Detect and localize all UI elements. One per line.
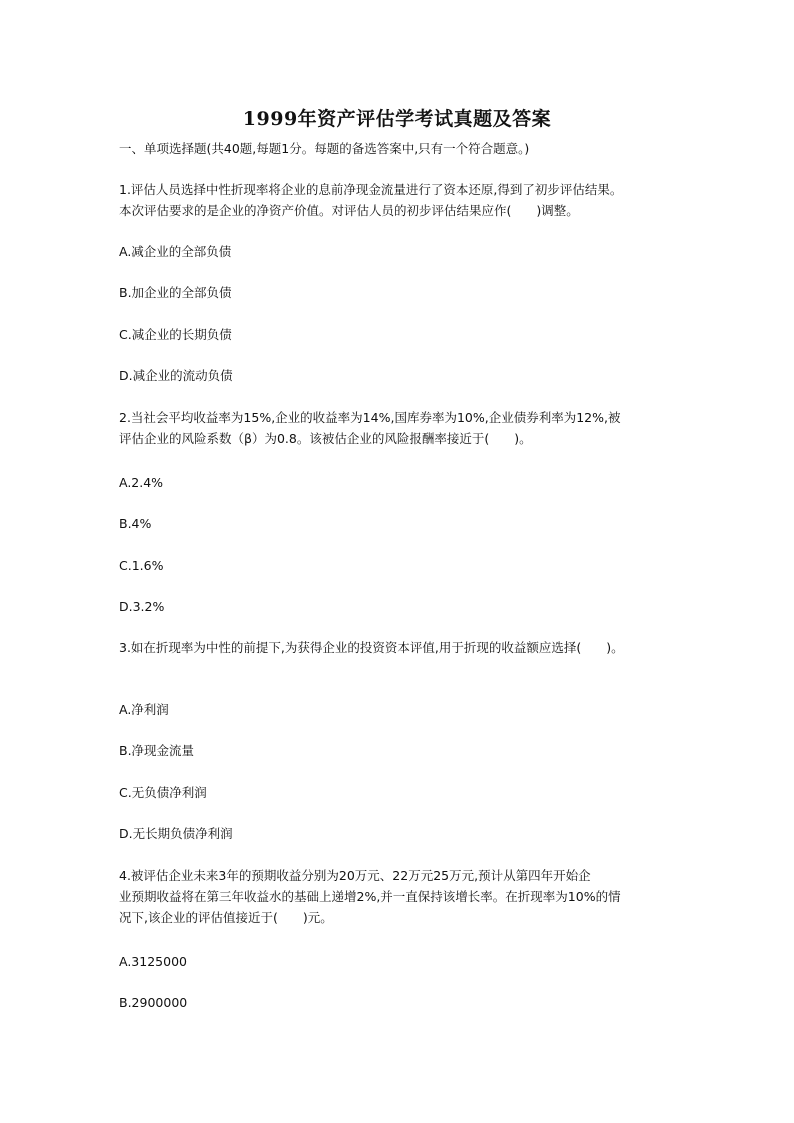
- question-1-stem-line-1: 1.评估人员选择中性折现率将企业的息前净现金流量进行了资本还原,得到了初步评估结果。: [119, 182, 623, 197]
- question-1-option-a: A.减企业的全部负债: [119, 244, 232, 259]
- question-1-stem-line-2: 本次评估要求的是企业的净资产价值。对评估人员的初步评估结果应作( )调整。: [119, 203, 579, 218]
- question-2-option-b: B.4%: [119, 516, 152, 531]
- question-4-option-b: B.2900000: [119, 995, 188, 1010]
- question-4-stem-line-2: 业预期收益将在第三年收益水的基础上递增2%,并一直保持该增长率。在折现率为10%的情: [119, 889, 621, 904]
- question-3-option-c: C.无负债净利润: [119, 785, 207, 800]
- question-2-option-c: C.1.6%: [119, 558, 164, 573]
- question-1-option-b: B.加企业的全部负债: [119, 285, 232, 300]
- question-4-option-a: A.3125000: [119, 954, 187, 969]
- question-2-stem-line-2: 评估企业的风险系数（β）为0.8。该被估企业的风险报酬率接近于( )。: [119, 431, 532, 446]
- question-3-stem-line-1: 3.如在折现率为中性的前提下,为获得企业的投资资本评值,用于折现的收益额应选择( )。: [119, 640, 624, 655]
- question-1-option-c: C.减企业的长期负债: [119, 327, 232, 342]
- question-1-option-d: D.减企业的流动负债: [119, 368, 233, 383]
- question-3-option-b: B.净现金流量: [119, 743, 195, 758]
- page-title: 1999年资产评估学考试真题及答案: [242, 108, 552, 130]
- question-4-stem-line-1: 4.被评估企业未来3年的预期收益分别为20万元、22万元25万元,预计从第四年开始企: [119, 868, 591, 883]
- question-2-stem-line-1: 2.当社会平均收益率为15%,企业的收益率为14%,国库券率为10%,企业债券利率为12%,被: [119, 410, 621, 425]
- question-3-option-a: A.净利润: [119, 702, 169, 717]
- question-2-option-a: A.2.4%: [119, 475, 164, 490]
- question-4-stem-line-3: 况下,该企业的评估值接近于( )元。: [119, 910, 333, 925]
- question-3-option-d: D.无长期负债净利润: [119, 826, 233, 841]
- section-intro: 一、单项选择题(共40题,每题1分。每题的备选答案中,只有一个符合题意。): [119, 141, 530, 156]
- question-2-option-d: D.3.2%: [119, 599, 165, 614]
